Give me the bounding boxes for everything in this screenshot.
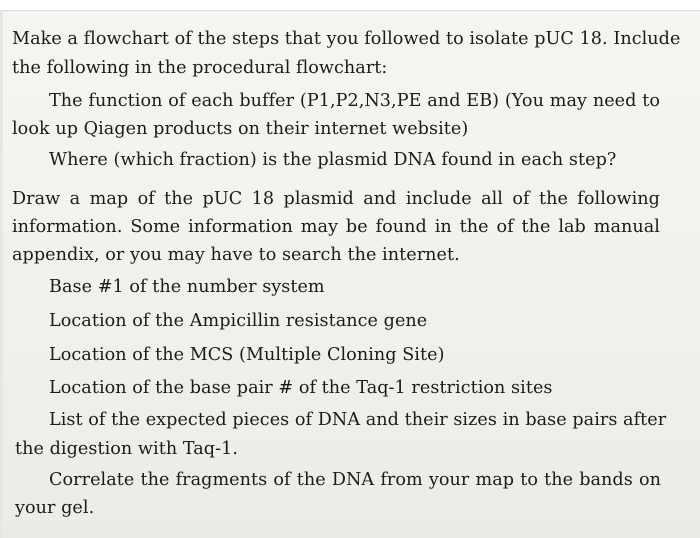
paragraph-1-line-2: the following in the procedural flowchart: (12, 58, 388, 78)
list-item-taq1-sites: Location of the base pair # of the Taq-1 restriction sites (49, 378, 553, 398)
list-item-fragments-line-2: the digestion with Taq-1. (15, 439, 238, 459)
list-item-fragments-line-1: List of the expected pieces of DNA and their sizes in base pairs after (49, 410, 667, 430)
map-paragraph-line-3: appendix, or you may have to search the internet. (12, 245, 460, 265)
buffer-function-line-2: look up Qiagen products on their internet website) (12, 119, 469, 139)
plasmid-fraction-line: Where (which fraction) is the plasmid DNA found in each step? (49, 150, 617, 170)
top-edge (0, 0, 700, 11)
correlate-line-1: Correlate the fragments of the DNA from your map to the bands on (49, 470, 661, 490)
map-paragraph-line-1: Draw a map of the pUC 18 plasmid and include all of the following (12, 189, 660, 209)
list-item-base-1: Base #1 of the number system (49, 277, 325, 297)
list-item-ampicillin: Location of the Ampicillin resistance gene (49, 311, 428, 331)
list-item-mcs: Location of the MCS (Multiple Cloning Site) (49, 345, 445, 365)
paragraph-1-line-1: Make a flowchart of the steps that you followed to isolate pUC 18. Include (12, 29, 681, 49)
correlate-line-2: your gel. (15, 498, 95, 518)
map-paragraph-line-2: information. Some information may be found in the of the lab manual (12, 217, 660, 237)
left-edge (0, 10, 3, 538)
buffer-function-line-1: The function of each buffer (P1,P2,N3,PE and EB) (You may need to (49, 91, 660, 111)
